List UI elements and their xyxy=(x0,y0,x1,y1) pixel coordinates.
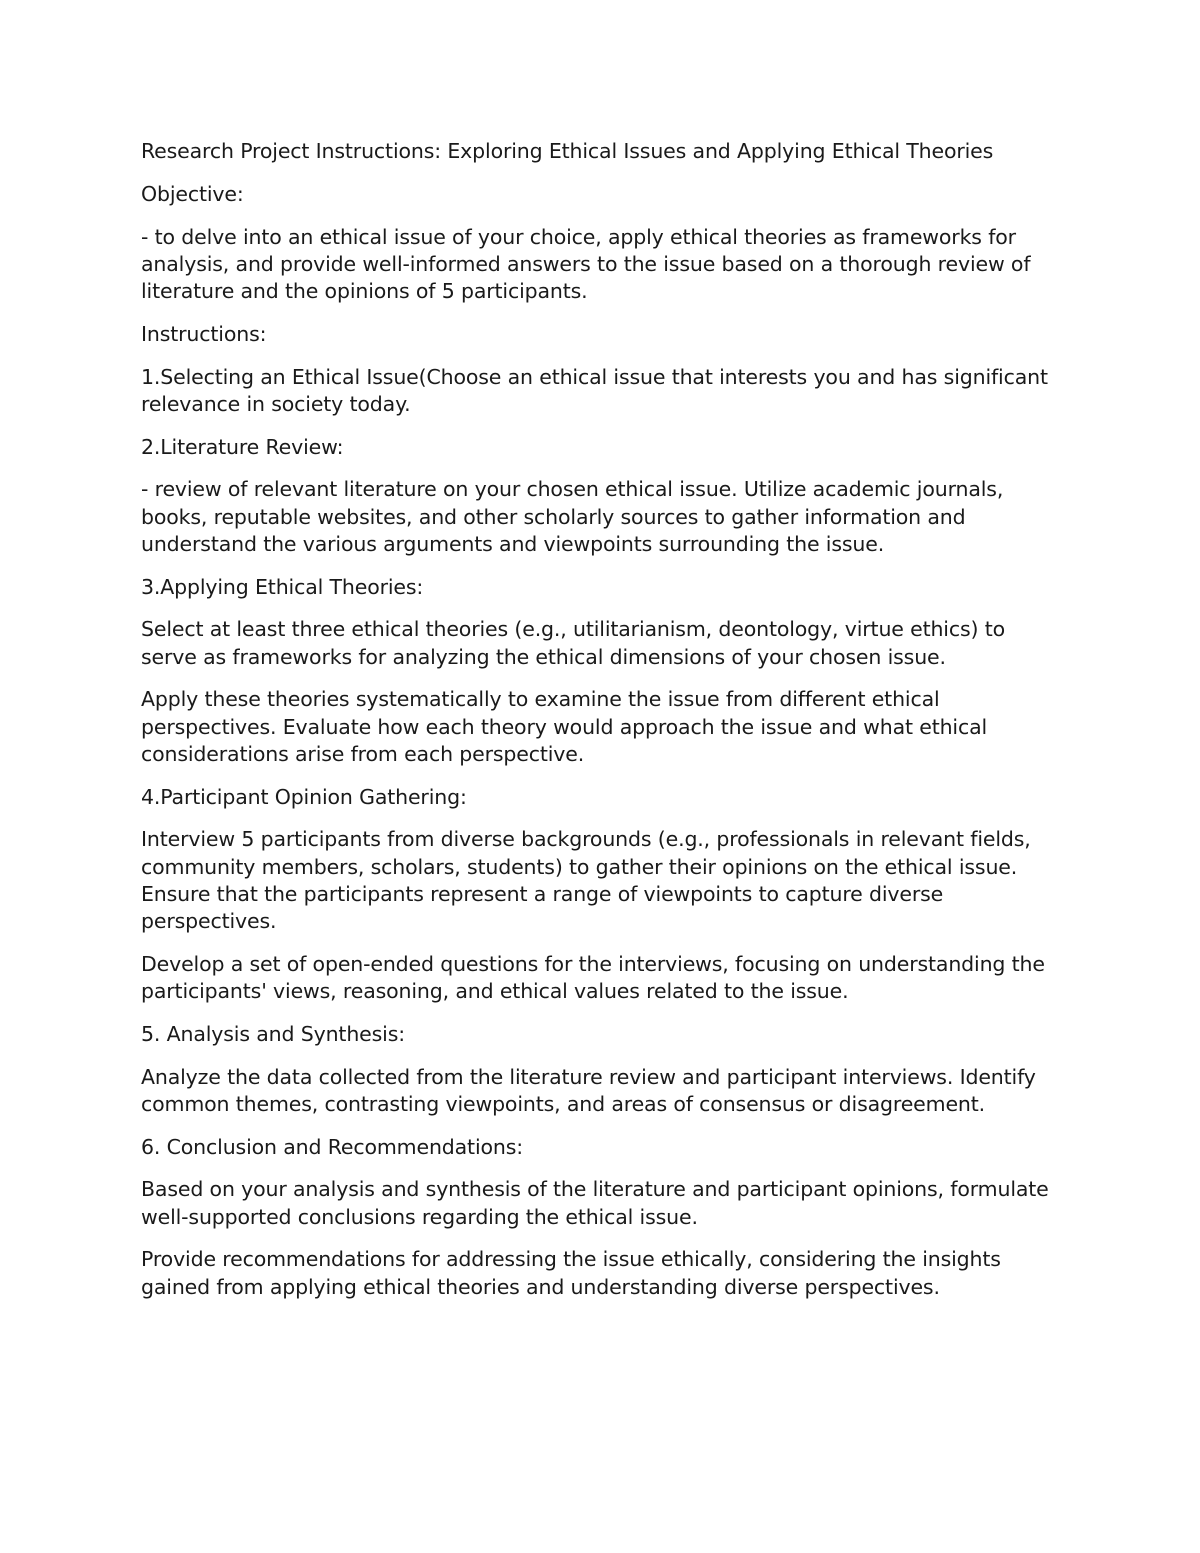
step3-heading: 3.Applying Ethical Theories: xyxy=(141,574,424,599)
step2-heading: 2.Literature Review: xyxy=(141,434,344,459)
step6-text-1: Based on your analysis and synthesis of the literature and participant opinions, formulate well-supported conclusions regarding the ethical issue. xyxy=(141,1177,1049,1229)
step5-heading: 5. Analysis and Synthesis: xyxy=(141,1021,405,1046)
document-body xyxy=(141,138,1061,1316)
step4-text-2: Develop a set of open-ended questions for the interviews, focusing on understanding the participants' views, reasoning, and ethical values related to the issue. xyxy=(141,951,1045,1003)
step6-text-2: Provide recommendations for addressing the issue ethically, considering the insights gained from applying ethical theories and understanding diverse perspectives. xyxy=(141,1247,1001,1299)
objective-heading: Objective: xyxy=(141,181,244,206)
step5-text: Analyze the data collected from the literature review and participant interviews. Identify common themes, contrasting viewpoints, and areas of consensus or disagreement. xyxy=(141,1064,1036,1116)
step4-heading: 4.Participant Opinion Gathering: xyxy=(141,784,467,809)
step4-text-1: Interview 5 participants from diverse backgrounds (e.g., professionals in relevant fields, community members, scholars, students) to gather their opinions on the ethical issue. Ensure that the participants represent a range of viewpoints to capture diverse perspectives. xyxy=(141,827,1031,933)
document-title: Research Project Instructions: Exploring Ethical Issues and Applying Ethical Theories xyxy=(141,139,994,163)
step3-text-1: Select at least three ethical theories (e.g., utilitarianism, deontology, virtue ethics) to serve as frameworks for analyzing the ethical dimensions of your chosen issue. xyxy=(141,617,1005,669)
step6-heading: 6. Conclusion and Recommendations: xyxy=(141,1134,524,1159)
step1-text: 1.Selecting an Ethical Issue(Choose an ethical issue that interests you and has significant relevance in society today. xyxy=(141,364,1048,416)
step3-text-2: Apply these theories systematically to examine the issue from different ethical perspectives. Evaluate how each theory would approach the issue and what ethical considerations arise from each perspective. xyxy=(141,687,988,766)
objective-text: - to delve into an ethical issue of your choice, apply ethical theories as frameworks for analysis, and provide well-informed answers to the issue based on a thorough review of literature and the opinions of 5 participants. xyxy=(141,224,1031,303)
instructions-heading: Instructions: xyxy=(141,321,267,346)
step2-text: - review of relevant literature on your chosen ethical issue. Utilize academic journals, books, reputable websites, and other scholarly sources to gather information and understand the various arguments and viewpoints surrounding the issue. xyxy=(141,477,1004,556)
